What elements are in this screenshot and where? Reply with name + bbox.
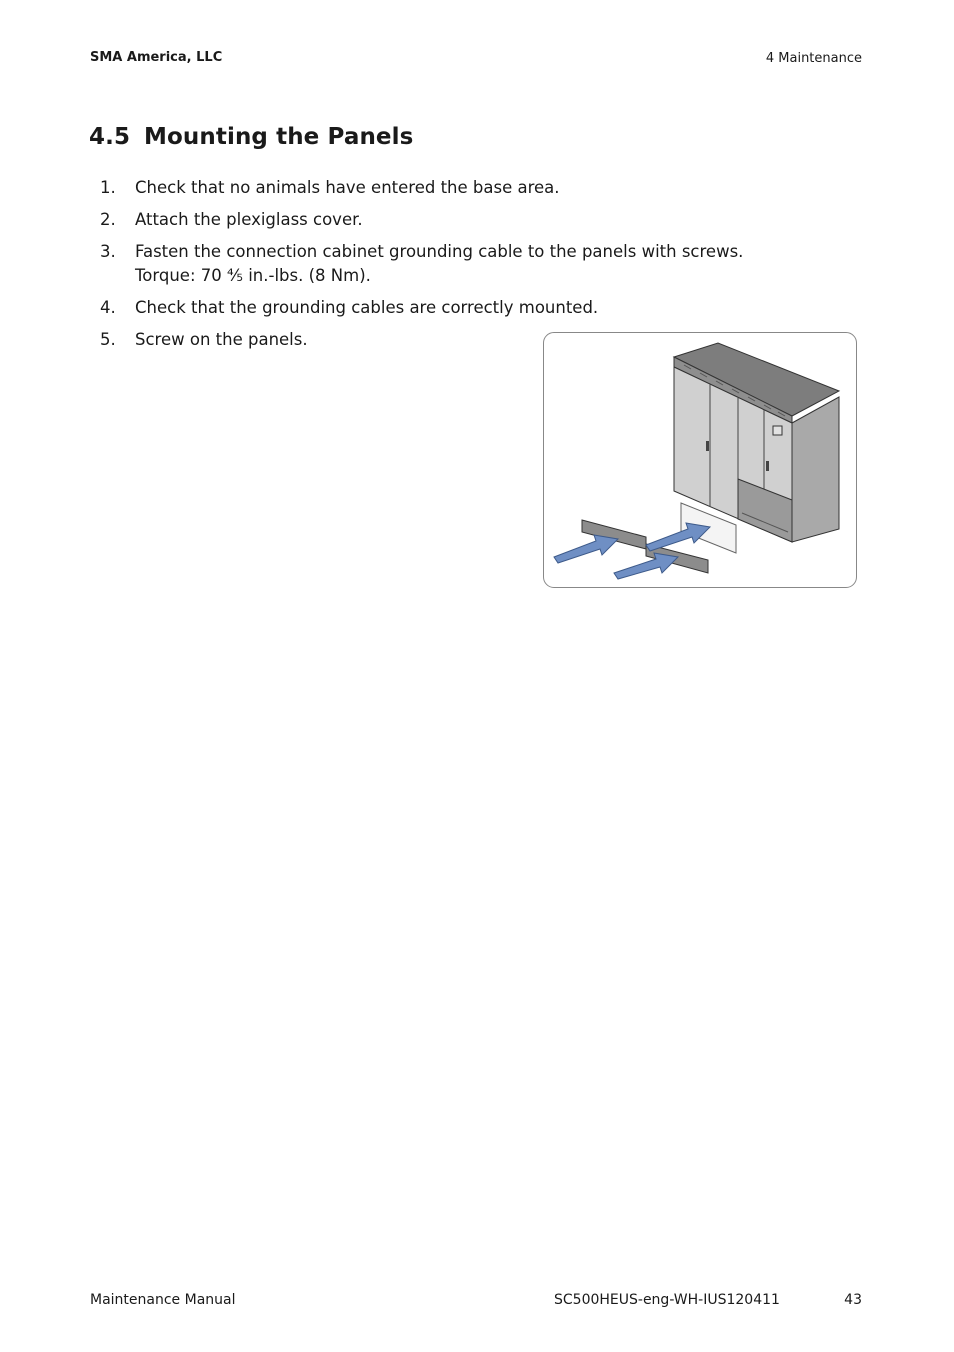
step-text: Attach the plexiglass cover.	[135, 210, 363, 229]
arrow-icon	[646, 523, 710, 551]
section-number: 4.5	[89, 124, 131, 150]
door-handle	[766, 461, 769, 471]
header-section: 4 Maintenance	[765, 51, 862, 66]
step-number: 4.	[100, 298, 116, 317]
footer-doc-id: SC500HEUS-eng-WH-IUS120411	[554, 1292, 780, 1308]
display-icon	[773, 426, 782, 435]
section-heading	[89, 124, 413, 150]
cabinet-side	[792, 397, 839, 542]
step-number: 3.	[100, 242, 116, 261]
step-number: 1.	[100, 178, 116, 197]
step-number: 2.	[100, 210, 116, 229]
page-number: 43	[844, 1292, 862, 1308]
step-number: 5.	[100, 330, 116, 349]
footer-manual: Maintenance Manual	[90, 1292, 236, 1308]
step-text: Check that no animals have entered the base area.	[135, 178, 560, 197]
panel-mounting-figure	[543, 332, 857, 588]
arrow-icon	[554, 535, 618, 563]
door-handle	[706, 441, 709, 451]
inverter-illustration	[544, 333, 858, 589]
section-title: Mounting the Panels	[144, 124, 414, 150]
step-text: Fasten the connection cabinet grounding cable to the panels with screws.	[135, 242, 744, 261]
step-text: Screw on the panels.	[135, 330, 308, 349]
header-company: SMA America, LLC	[90, 50, 223, 65]
arrow-icon	[614, 553, 678, 579]
step-text-line-2: Torque: 70 ⅘ in.-lbs. (8 Nm).	[135, 266, 371, 285]
step-text: Check that the grounding cables are correctly mounted.	[135, 298, 599, 317]
